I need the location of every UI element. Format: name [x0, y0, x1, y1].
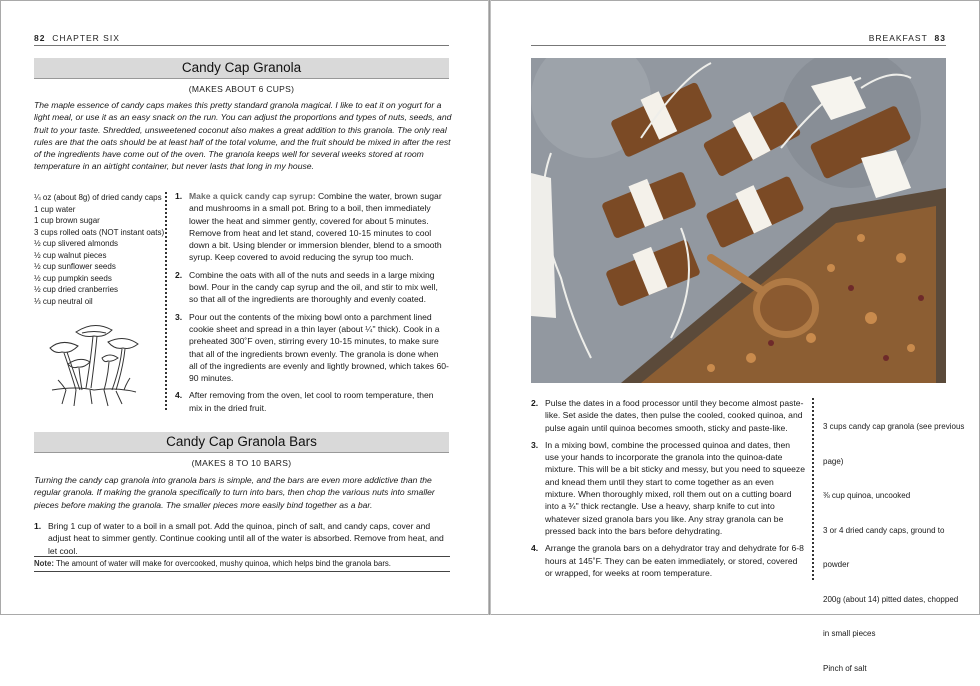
- step-item: [175, 190, 449, 264]
- recipe-yield-bars: (MAKES 8 TO 10 BARS): [191, 458, 292, 468]
- ingredient-item: 3 cups candy cap granola (see previous: [823, 422, 965, 431]
- ingredient-item: ½ cup pumpkin seeds: [34, 273, 112, 283]
- step-number: 4.: [531, 543, 539, 554]
- step-item: [531, 542, 805, 579]
- ingredient-item: ½ cup walnut pieces: [34, 250, 107, 260]
- left-page-number: 82: [34, 33, 46, 43]
- note-text: The amount of water will make for overcooked, mushy quinoa, which helps bind the granola bars.: [53, 559, 391, 568]
- ingredient-item: ¼ oz (about 8g) of dried candy caps: [34, 193, 162, 202]
- step-text: Pour out the contents of the mixing bowl onto a parchment lined cookie sheet and spread in a thin layer (about ¼" thick). Cook in a preheated 300˚F oven, stirring every 10-15 minutes, to make sure that all of the ingredients brown evenly. The granola is done when all of the ingredients are evenly and lightly browned, which takes 60-90 minutes.: [189, 311, 449, 384]
- step-text: Bring 1 cup of water to a boil in a small pot. Add the quinoa, pinch of salt, and candy caps, cover and adjust heat to simmer gently. Continue cooking until all of the water is absorbed. Remove from heat, and let cool.: [48, 521, 444, 556]
- recipe-note: [34, 556, 450, 572]
- ingredient-item: ½ cup dried cranberries: [34, 285, 119, 294]
- ingredient-item: Pinch of salt: [823, 663, 867, 673]
- step-number: 4.: [175, 390, 183, 401]
- recipe-title-bars: Candy Cap Granola Bars: [34, 432, 449, 453]
- step-item: [531, 439, 805, 537]
- step-number: 1.: [34, 521, 42, 531]
- ingredient-item: 3 or 4 dried candy caps, ground to: [823, 525, 945, 535]
- recipe-steps: [175, 190, 449, 419]
- ingredient-item: 1 cup water: [34, 204, 76, 214]
- ingredient-divider: [165, 192, 167, 410]
- step-number: 3.: [531, 439, 539, 450]
- left-page: [0, 0, 488, 615]
- ingredient-list: [34, 192, 165, 307]
- step-number: 2.: [531, 398, 539, 408]
- step-text: In a mixing bowl, combine the processed quinoa and dates, then use your hands to incorporate the granola into the quinoa-date mixture. This will be a bit sticky and messy, but you need to squeeze and knead them until they start to come together as an even mixture. When thoroughly mixed, roll them out on a cutting board into a ¾" thick rectangle. Use a heavy, sharp knife to cut into whatever sized granola bars you like. Any stray granola can be pressed back into the bars before dehydrating.: [545, 439, 806, 536]
- ingredient-item: ⅜ cup quinoa, uncooked: [823, 491, 911, 500]
- step-text: Combine the water, brown sugar and mushrooms in a small pot. Bring to a boil, then immediately lower the heat and simmer gently, covered for about 5 minutes. Remove from heat and let stand, covered 10-15 minutes to cool down a bit. Using blender or immersion blender, blend to a smooth syrup. Keep covered to avoid reducing the syrup too much.: [189, 191, 442, 263]
- section-label: BREAKFAST: [868, 33, 928, 43]
- ingredient-item: ½ cup slivered almonds: [34, 239, 119, 248]
- step-item: [531, 397, 805, 434]
- right-steps: [531, 397, 805, 584]
- left-header-rule: [34, 45, 449, 46]
- chapter-label: CHAPTER SIX: [52, 33, 120, 43]
- note-label: Note:: [34, 559, 54, 568]
- step-item: [175, 311, 449, 385]
- step-text: After removing from the oven, let cool to room temperature, then mix in the dried fruit.: [189, 390, 434, 413]
- step-number: 2.: [175, 269, 183, 280]
- recipe-intro-bars: Turning the candy cap granola into granola bars is simple, and the bars are even more addictive than the regular granola. If making the granola specifically to turn into bars, then chop the various nuts into smaller pieces before making the granola. The smaller pieces more easily bind together as a bar.: [34, 475, 435, 510]
- ingredient-item: 200g (about 14) pitted dates, chopped: [823, 594, 959, 604]
- right-ingredient-list: [823, 398, 963, 686]
- ingredient-item: ½ cup sunflower seeds: [34, 262, 116, 271]
- ingredient-item: 3 cups rolled oats (NOT instant oats): [34, 227, 165, 237]
- step-text: Combine the oats with all of the nuts and seeds in a large mixing bowl. Pour in the candy cap syrup and the oil, and stir to mix well, so that all of the ingredients are thoroughly and evenly coated.: [189, 269, 438, 305]
- right-page-number: 83: [934, 33, 946, 43]
- recipe-intro: The maple essence of candy caps makes this pretty standard granola magical. I like to eat it on yogurt for a light meal, or use it as an easy snack on the run. You can adjust the proportions and types of nuts, seeds, and fruit to your taste. Shredded, unsweetened coconut also makes a great addition to this granola. The only real rules are that the oats should be at least half of the total volume, and the fruit should be mixed in after the rest of the ingredients have come out of the oven. The granola keeps well for several weeks stored at room temperature in an airtight container, but never lasts that long in my house.: [34, 100, 452, 172]
- ingredient-item: in small pieces: [823, 629, 876, 638]
- right-ingredient-divider: [812, 398, 814, 580]
- step-text: Pulse the dates in a food processor until they become almost paste-like. Set aside the dates, then pulse the cooled, cooked quinoa, and pulse again until quinoa becomes smooth, sticky and paste-like.: [545, 398, 804, 433]
- step-item: [34, 520, 450, 557]
- right-header-rule: [531, 45, 946, 46]
- recipe-title: Candy Cap Granola: [34, 58, 449, 79]
- step-text: Arrange the granola bars on a dehydrator tray and dehydrate for 6-8 hours at 145˚F. They can be eaten immediately, or stored, covered or wrapped, for weeks at room temperature.: [545, 543, 804, 578]
- recipe-yield: (MAKES ABOUT 6 CUPS): [188, 84, 295, 94]
- ingredient-item: powder: [823, 560, 850, 569]
- step-number: 1.: [175, 191, 183, 201]
- ingredient-item: page): [823, 456, 844, 466]
- step-number: 3.: [175, 311, 183, 322]
- mushroom-illustration: [46, 318, 142, 410]
- right-running-head: [869, 33, 946, 43]
- ingredient-item: 1 cup brown sugar: [34, 216, 100, 225]
- step-lead: Make a quick candy cap syrup:: [189, 191, 316, 201]
- step-item: [175, 269, 449, 306]
- granola-bars-photo: [531, 58, 946, 383]
- ingredient-item: ⅓ cup neutral oil: [34, 296, 93, 306]
- left-running-head: [34, 33, 120, 43]
- step-item: [175, 389, 449, 414]
